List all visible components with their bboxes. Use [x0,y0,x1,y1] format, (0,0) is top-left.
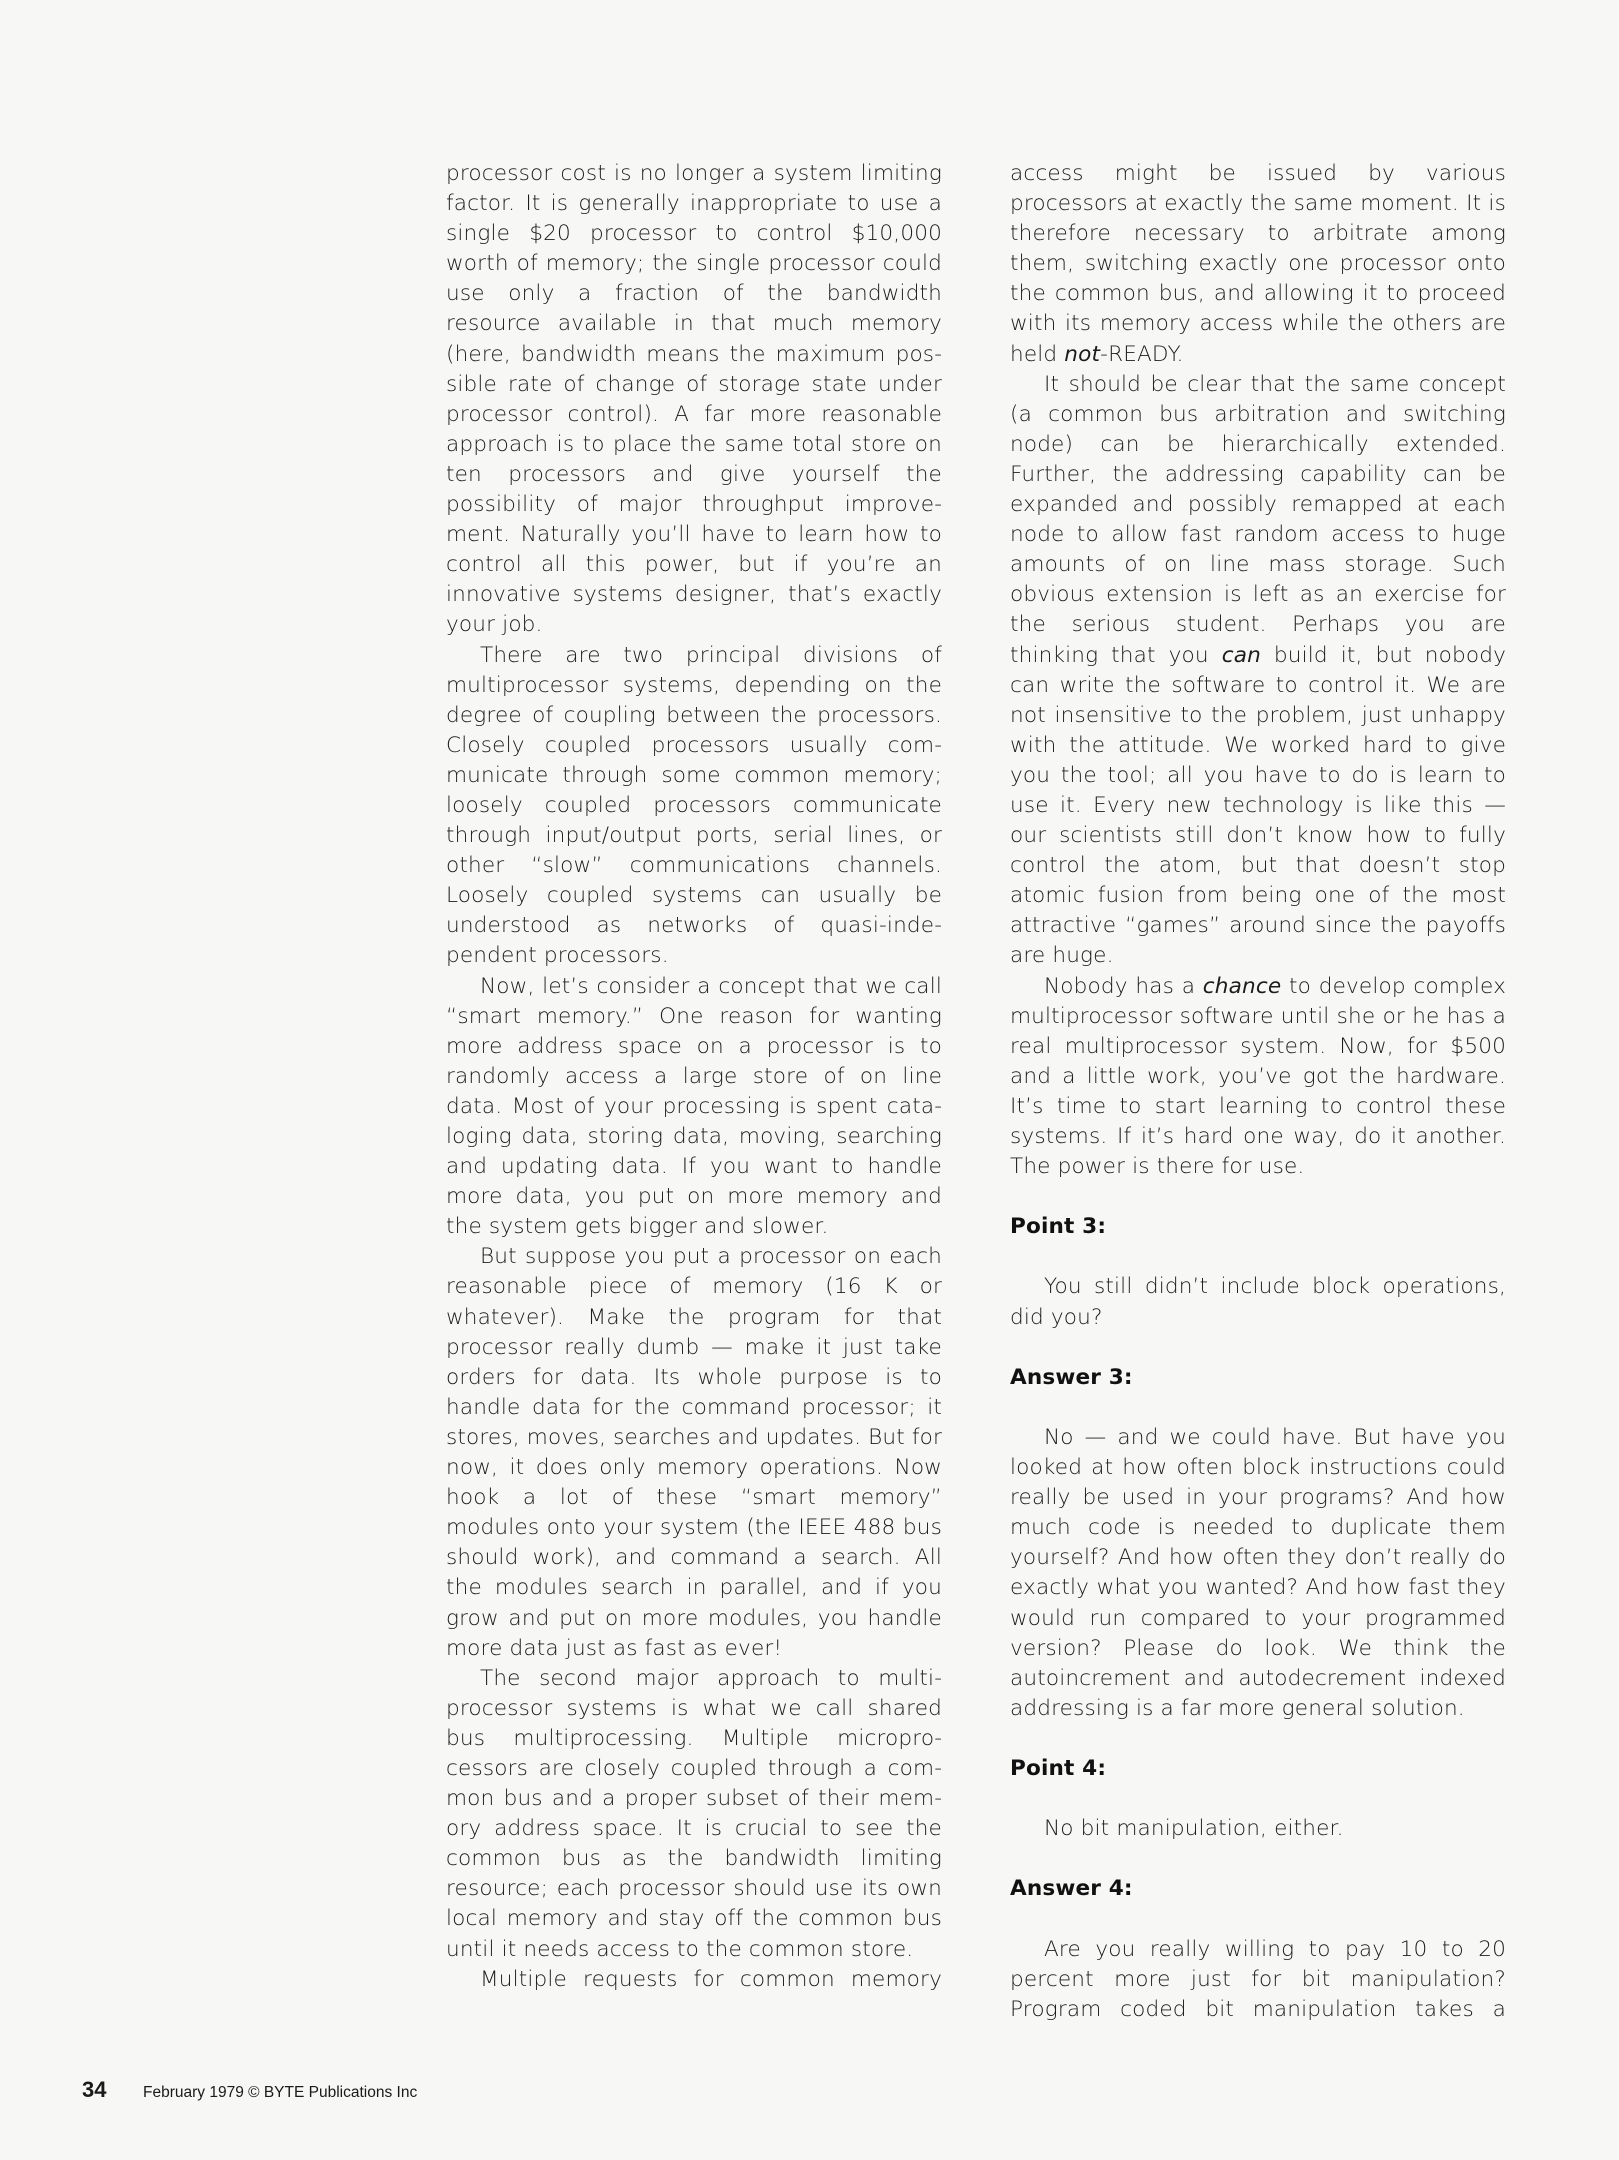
right-text-column [1010,159,1506,2025]
point-3-heading: Point 3: [1010,1214,1107,1240]
paragraph: But suppose you put a processor on each reasonable piece of memory (16 K or whatever). Make the program for that processor really dumb — make it just take orders for data. Its whole purpose is to handle data for the command processor; it stores, moves, searches and updates. But for now, it does only memory operations. Now hook a lot of these “smart memory” modules onto your system (the IEEE 488 bus should work), and command a search. All the modules search in parallel, and if you grow and put on more modules, you handle more data just as fast as ever! [446,1244,943,1661]
paragraph: Multiple requests for common memory [480,1966,942,1992]
paragraph [1010,370,1506,972]
answer-4-heading: Answer 4: [1010,1876,1133,1902]
emphasis-text: not [1064,341,1101,367]
point-4-text: No bit manipulation, either. [1044,1816,1344,1842]
paragraph: The second major approach to multiprocessor systems is what we call shared bus multiprocessing. Multiple microprocessors are closely coupled through a common bus and a proper subset of their memory address space. It is crucial to see the common bus as the bandwidth limiting resource; each processor should use its own local memory and stay off the common bus until it needs access to the common store. [446,1665,942,1962]
spacer [1010,1333,1506,1363]
answer-4-text: Are you really willing to pay 10 to 20 percent more just for bit manipulation? Program coded bit manipulation takes a [1010,1936,1506,2022]
page-footer [82,2077,417,2103]
paragraph: Now, let’s consider a concept that we call “smart memory.” One reason for wanting more address space on a processor is to randomly access a large store of on line data. Most of your processing is spent cataloging data, storing data, moving, searching and updating data. If you want to handle more data, you put on more memory and the system gets bigger and slower. [446,973,942,1240]
paragraph-text: build it, but nobody can write the software to control it. We are not insensitive to the problem, just unhappy with the attitude. We worked hard to give you the tool; all you have to do is learn to use it. Every new technology is like this — our scientists still don’t know how to fully control the atom, but that doesn’t stop atomic fusion from being one of the most attractive “games” around since the payoffs are huge. [1010,642,1506,969]
paragraph-text: Nobody has a [1044,973,1203,999]
paragraph [1010,972,1506,1183]
paragraph-text: to develop complex multiprocessor software until she or he has a real multiprocessor system. Now, for $500 and a little work, you’ve got the hardware. It’s time to start learning to control these systems. If it’s hard one way, do it another. The power is there for use. [1010,973,1506,1180]
left-text-column [446,159,942,1995]
paragraph-text: access might be issued by various processors at exactly the same moment. It is therefore necessary to arbitrate among them, switching exactly one processor onto the common bus, and allowing it to proceed with its memory access while the others are held [1010,161,1506,367]
point-3-text: You still didn’t include block operations, did you? [1010,1274,1506,1330]
spacer [1010,1724,1506,1754]
spacer [1010,1844,1506,1874]
answer-3-heading: Answer 3: [1010,1364,1133,1390]
page-number: 34 [82,2077,107,2102]
emphasis-text: chance [1202,973,1282,999]
point-4-heading: Point 4: [1010,1755,1107,1781]
spacer [1010,1784,1506,1814]
paragraph: processor cost is no longer a system limiting factor. It is generally inappropriate to use a single $20 processor to control $10,000 worth of memory; the single processor could use only a fraction of the bandwidth resource available in that much memory (here, bandwidth means the maximum possible rate of change of storage state under processor control). A far more reasonable approach is to place the same total store on ten processors and give yourself the possibility of major throughput improvement. Naturally you’ll have to learn how to control all this power, but if you’re an innovative systems designer, that’s exactly your job. [446,161,942,638]
spacer [1010,1242,1506,1272]
paragraph [1010,159,1506,370]
paragraph-text: It should be clear that the same concept (a common bus arbitration and switching node) can be hierarchically extended. Further, the addressing capability can be expanded and possibly remapped at each node to allow fast random access to huge amounts of on line mass storage. Such obvious extension is left as an exercise for the serious student. Perhaps you are thinking that you [1010,371,1506,668]
paragraph: There are two principal divisions of multiprocessor systems, depending on the degree of coupling between the processors. Closely coupled processors usually communicate through some common memory; loosely coupled processors communicate through input/output ports, serial lines, or other “slow” communications channels. Loosely coupled systems can usually be understood as networks of quasi-independent processors. [446,642,942,969]
emphasis-text: can [1221,642,1261,668]
spacer [1010,1393,1506,1423]
spacer [1010,1182,1506,1212]
publication-credit: February 1979 © BYTE Publications Inc [143,2084,418,2101]
spacer [1010,1904,1506,1934]
paragraph-text: -READY. [1100,341,1184,367]
answer-3-text: No — and we could have. But have you looked at how often block instructions could really be used in your programs? And how much code is needed to duplicate them yourself? And how often they don’t really do exactly what you wanted? And how fast they would run compared to your programmed version? Please do look. We think the autoincrement and autodecrement indexed addressing is a far more general solution. [1010,1424,1506,1721]
